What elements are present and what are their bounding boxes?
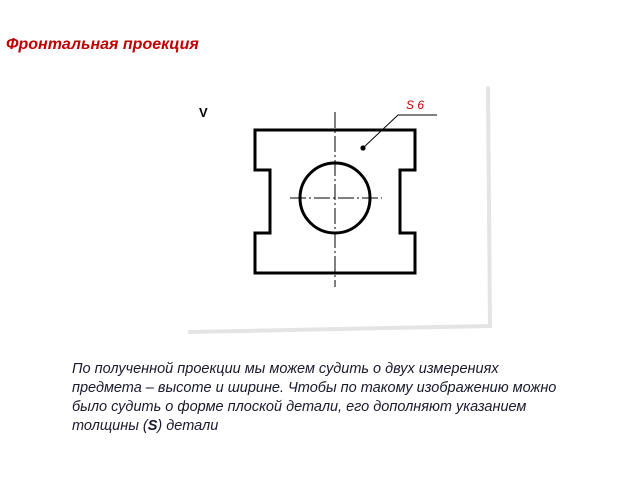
caption-part-2: ) детали [157,418,219,434]
thickness-label: S 6 [406,98,425,112]
caption-text [72,360,572,436]
caption-part-1: По полученной проекции мы можем судить о двух измерениях предмета – высоте и ширине. Чтобы по такому изображению можно было судить о форме плоской детали, его дополняют указанием толщины ( [72,361,557,434]
projection-plane-label: V [199,105,208,120]
sheet-frame [190,88,490,332]
leader-dot [360,145,365,150]
slide-title: Фронтальная проекция [6,36,199,53]
caption-emphasis: S [147,418,158,434]
